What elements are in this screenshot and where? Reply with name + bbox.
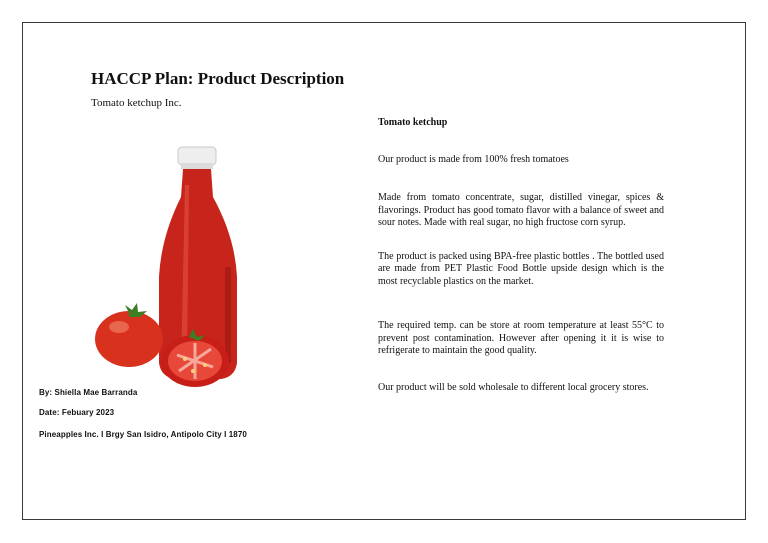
bottle-cap [178,147,216,165]
whole-tomato [95,311,163,367]
company-name: Tomato ketchup Inc. [91,97,182,109]
description-paragraph: The product is packed using BPA-free plastic bottles . The bottled used are made from PET Plastic Food Bottle upside design which is the most recyclable plastics on the market. [378,250,664,287]
product-description-column [378,117,664,426]
description-paragraph: Made from tomato concentrate, sugar, distilled vinegar, spices & flavorings. Product has good tomato flavor with a balance of sweet and sour notes. Made with real sugar, no high fructose corn syrup. [378,192,664,228]
description-paragraph: Our product will be sold wholesale to different local grocery stores. [378,381,649,393]
author-line: By: Shiella Mae Barranda [39,388,138,397]
page-title: HACCP Plan: Product Description [91,69,345,88]
document-page [22,22,746,520]
product-heading: Tomato ketchup [378,117,448,128]
description-paragraph: Our product is made from 100% fresh tomatoes [378,153,569,165]
date-line: Date: Febuary 2023 [39,408,115,417]
address-line: Pineapples Inc. I Brgy San Isidro, Antipolo City I 1870 [39,430,247,439]
ketchup-bottle-image [85,127,267,393]
description-paragraph: The required temp. can be store at room temperature at least 55°C to prevent post contamination. However after opening it it is wise to refrigerate to maintain the good quality. [378,320,664,356]
